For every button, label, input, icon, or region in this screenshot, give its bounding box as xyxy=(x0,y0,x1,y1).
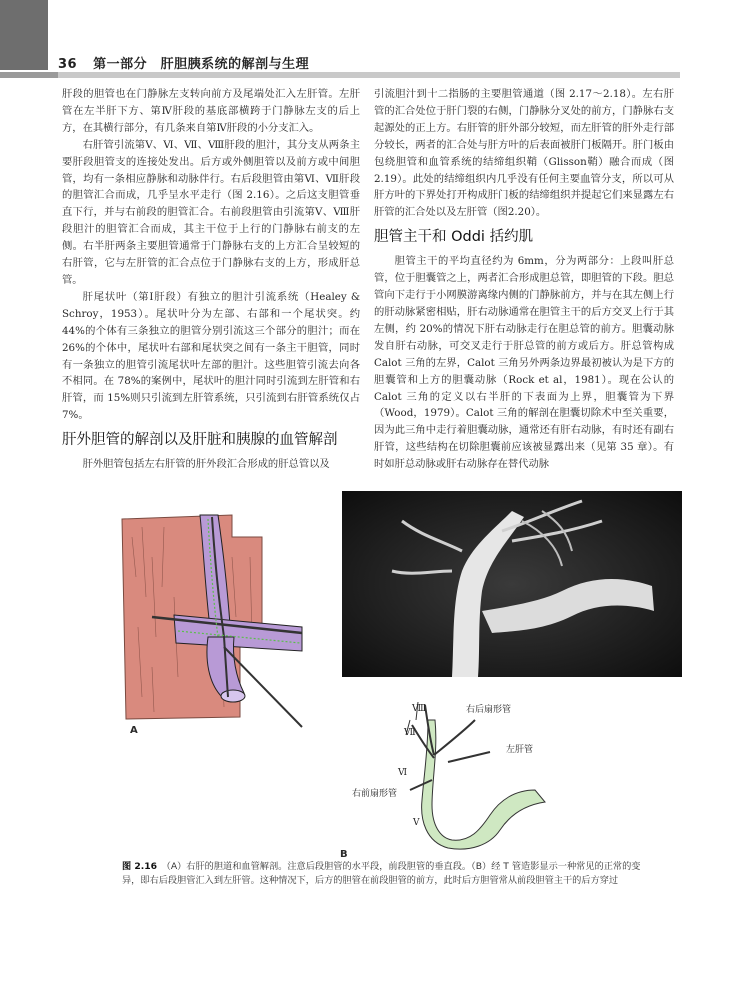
left-hepatic-duct-label: 左肝管 xyxy=(506,745,534,755)
figure-a-illustration xyxy=(112,497,340,737)
right-posterior-duct-label: 右后扇形管 xyxy=(466,705,512,715)
figure-a-label: A xyxy=(130,725,138,736)
left-paragraph-3: 肝尾状叶（第Ⅰ肝段）有独立的胆汁引流系统（Healey & Schroy，1953）。尾状叶分为左部、右部和一个尾状突。约 44%的个体有三条独立的胆管分别引流这三个部分的胆汁；而在26%的个体中，尾状叶右部和尾状突之间有一条主干胆管，同时有一条独立的胆管引流尾状叶左部的胆汁。这些胆管引流去向各不相同。在 78%的案例中，尾状叶的胆汁同时引流到左肝管和右肝管，而 15%则只引流到左肝管系统，只引流到右肝管系统仅占 7%。 xyxy=(62,290,360,422)
figure-b-label: B xyxy=(340,849,348,860)
section-heading-bile-duct: 胆管主干和 Oddi 括约肌 xyxy=(374,229,534,246)
segment-v-label: Ⅴ xyxy=(413,818,420,828)
portal-vein-opening xyxy=(221,690,245,702)
segment-viii-label: Ⅷ xyxy=(412,704,427,714)
left-column xyxy=(62,86,360,473)
duct-green-fill xyxy=(422,720,545,849)
right-column xyxy=(374,86,674,473)
right-paragraph-1: 引流胆汁到十二指肠的主要胆管通道（图 2.17～2.18）。左右肝管的汇合处位于肝门裂的右侧，门静脉分叉处的前方，门静脉右支起源处的正上方。右肝管的肝外部分较短，而左肝管的肝外走行部分较长，两者的汇合处与肝方叶的后表面被肝门板隔开。肝门板由包绕胆管和血管系统的结缔组织鞘（Glisson鞘）融合而成（图 2.19）。此处的结缔组织内几乎没有任何主要血管分支，所以可从肝方叶的下界处打开构成肝门板的结缔组织并提起它们来显露左右肝管的汇合处以及左肝管（图2.20）。 xyxy=(374,88,674,219)
chapter-title: 第一部分 肝胆胰系统的解剖与生理 xyxy=(93,57,310,72)
segment-vii-label: Ⅶ xyxy=(404,728,416,738)
section-heading-extrahepatic: 肝外胆管的解剖以及肝脏和胰腺的血管解剖 xyxy=(62,432,338,449)
right-paragraph-2: 胆管主干的平均直径约为 6mm，分为两部分：上段叫肝总管，位于胆囊管之上，两者汇合形成胆总管，即胆管的下段。胆总管向下走行于小网膜游离缘内侧的门静脉前方，并与在其左侧上行的肝动脉紧密相贴，肝右动脉通常在胆管主干的后方交叉上行于其左侧，约 20%的情况下肝右动脉走行在胆总管的前方。胆囊动脉发自肝右动脉，可交叉走行于肝总管的前方或后方。肝总管构成 Calot 三角的左界，Calot 三角另外两条边界最初被认为是下方的胆囊管和上方的胆囊动脉（Rock et al，1981）。现在公认的 Calot 三角的定义以右半肝的下表面为上界，胆囊管为下界（Wood，1979）。Calot 三角的解剖在胆囊切除术中至关重要，因为此三角中走行着胆囊动脉，通常还有肝右动脉，有时还有副右肝管，这些结构在切除胆囊前应该被显露出来（见第 35 章）。有时如肝总动脉或肝右动脉存在替代动脉 xyxy=(374,255,674,471)
caption-label: 图 2.16 xyxy=(122,861,158,872)
figure-b-diagram xyxy=(340,690,580,850)
left-paragraph-4: 肝外胆管包括左右肝管的肝外段汇合形成的肝总管以及 xyxy=(82,458,330,471)
duct-branches xyxy=(410,705,490,790)
page-number: 36 xyxy=(58,57,78,72)
cholangiogram-photo xyxy=(342,491,682,677)
left-paragraph-1: 肝段的胆管也在门静脉左支转向前方及尾端处汇入左肝管。左肝管在左半肝下方、第Ⅳ肝段的基底部横跨于门静脉左支的后上方，在其横行部分，有几条来自第Ⅳ肝段的小分支汇入。 xyxy=(62,88,360,134)
caption-text: （A）右肝的胆道和血管解剖。注意后段胆管的水平段，前段胆管的垂直段。（B）经 T 管造影显示一种常见的正常的变异，即右后段胆管汇入到左肝管。这种情况下，后方的胆管在前段胆管的前方，此时后方胆管常从前段胆管主干的后方穿过 xyxy=(122,861,641,886)
left-paragraph-2: 右肝管引流第Ⅴ、Ⅵ、Ⅶ、Ⅷ肝段的胆汁，其分支从两条主要肝段胆管支的连接处发出。后方或外侧胆管以及前方或中间胆管，均有一条相应静脉和动脉伴行。右后段胆管由第Ⅵ、Ⅶ肝段的胆管汇合而成，几乎呈水平走行（图 2.16）。之后这支胆管垂直下行，并与右前段的胆管汇合。右前段胆管由引流第Ⅴ、Ⅷ肝段胆汁的胆管汇合而成，其主干位于上行的门静脉右前支的左侧。右半肝两条主要胆管通常于门静脉右支的上方汇合呈较短的右肝管，它与左肝管的汇合点位于门静脉右支的上方，形成肝总管。 xyxy=(62,138,360,286)
header-rule-left xyxy=(0,72,58,78)
segment-vi-label: Ⅵ xyxy=(398,768,408,778)
figure-caption xyxy=(122,860,642,888)
page-header xyxy=(58,53,309,72)
page-corner-tab xyxy=(0,0,48,70)
right-anterior-duct-label: 右前扇形管 xyxy=(352,789,398,799)
header-rule xyxy=(58,72,680,78)
